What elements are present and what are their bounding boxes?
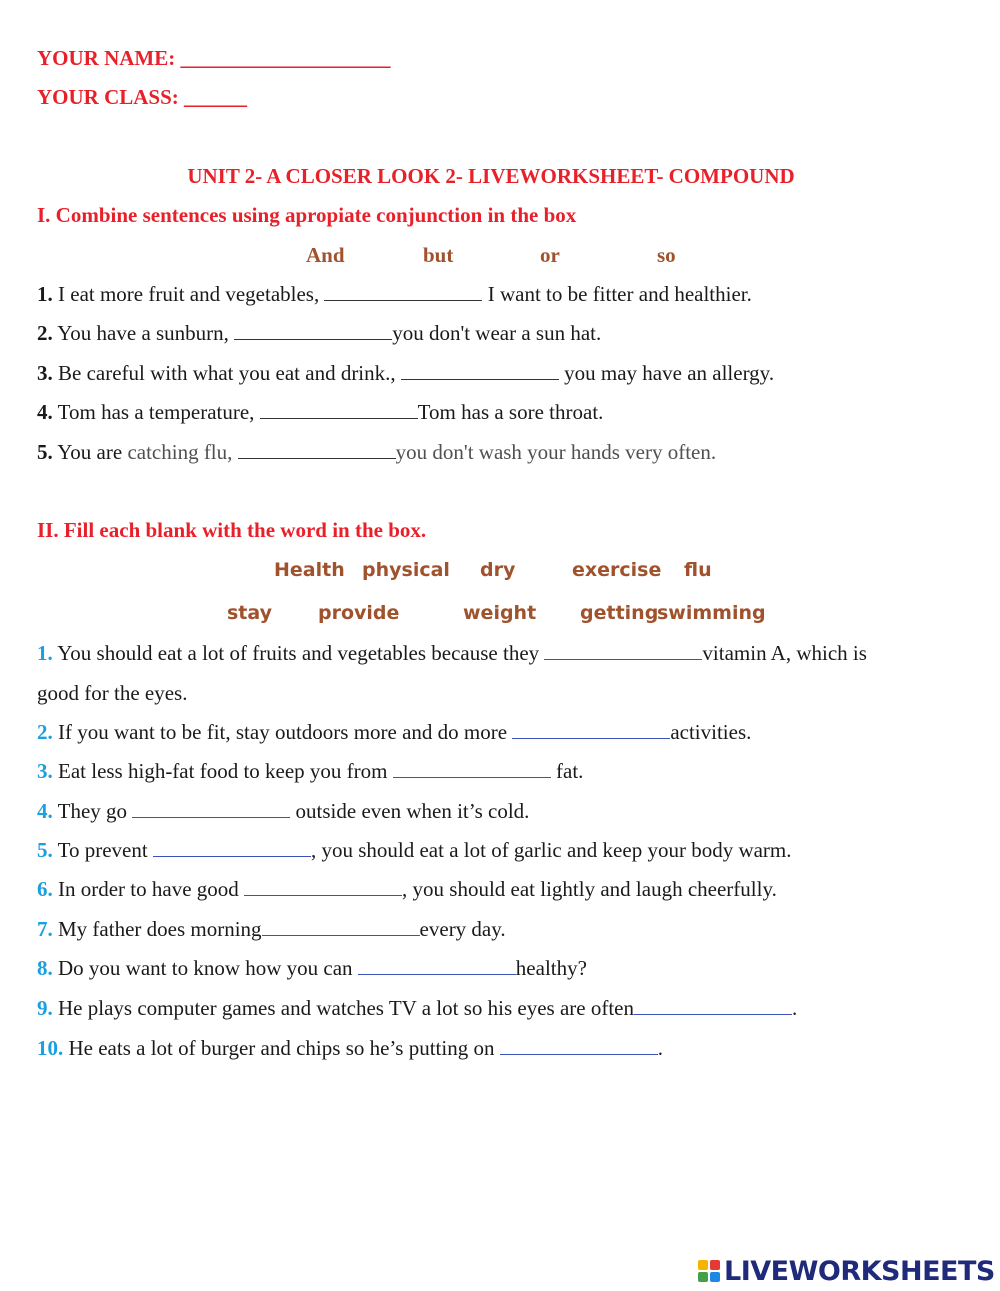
item-number: 6. [37, 877, 53, 901]
word-or: or [540, 243, 560, 267]
item-text-before: You should eat a lot of fruits and vegetables because they [57, 641, 545, 665]
answer-blank[interactable] [244, 877, 402, 896]
class-row [37, 84, 247, 110]
s1-item-5 [37, 439, 716, 465]
item-text-before: In order to have good [58, 877, 245, 901]
s2-item-7 [37, 916, 506, 942]
word-health: Health [274, 559, 345, 581]
word-exercise: exercise [572, 559, 662, 581]
item-number: 2. [37, 321, 53, 345]
s2-item-8 [37, 955, 587, 981]
item-number: 2. [37, 720, 53, 744]
item-text-before: Do you want to know how you can [58, 956, 358, 980]
item-text-before: My father does morning [58, 917, 262, 941]
item-text-before: Be careful with what you eat and drink., [58, 361, 401, 385]
item-text-after: , you should eat lightly and laugh cheerfully. [402, 877, 777, 901]
answer-blank[interactable] [358, 956, 516, 975]
item-text-before: To prevent [57, 838, 153, 862]
item-text-after: . [791, 996, 798, 1020]
answer-blank[interactable] [153, 838, 311, 857]
item-number: 5. [37, 440, 53, 464]
answer-blank[interactable] [634, 996, 792, 1015]
conjunction-word-box [0, 242, 1000, 268]
item-text-after: outside even when it’s cold. [290, 799, 530, 823]
logo-blocks-icon [698, 1260, 720, 1282]
s2-item-10 [37, 1035, 663, 1061]
word-dry: dry [480, 559, 516, 581]
answer-blank[interactable] [132, 799, 290, 818]
word-stay: stay [227, 602, 273, 624]
name-row [37, 45, 390, 71]
word-box-row-2 [0, 600, 1000, 626]
answer-blank[interactable] [401, 361, 559, 380]
s2-item-1-continued: good for the eyes. [37, 681, 188, 705]
page-title: UNIT 2- A CLOSER LOOK 2- LIVEWORKSHEET- COMPOUND [187, 164, 795, 188]
word-swimming: swimming [657, 602, 766, 624]
s2-item-4 [37, 798, 529, 824]
item-text-before: You are [57, 440, 128, 464]
s1-item-3 [37, 360, 774, 386]
item-text-before: If you want to be fit, stay outdoors more and do more [58, 720, 513, 744]
item-number: 10. [37, 1036, 64, 1060]
s2-item-2 [37, 719, 751, 745]
item-text-after: . [657, 1036, 663, 1060]
s2-item-1 [37, 640, 867, 666]
item-number: 5. [37, 838, 53, 862]
word-flu: flu [684, 559, 712, 581]
item-text-after: every day. [419, 917, 506, 941]
answer-blank[interactable] [512, 720, 670, 739]
answer-blank[interactable] [500, 1036, 658, 1055]
item-text-after: you may have an allergy. [558, 361, 775, 385]
item-text-after: , you should eat a lot of garlic and keep your body warm. [310, 838, 792, 862]
item-text-before: He eats a lot of burger and chips so he’s putting on [68, 1036, 500, 1060]
item-number: 7. [37, 917, 53, 941]
answer-blank[interactable] [393, 759, 551, 778]
item-text-after: you don't wear a sun hat. [392, 321, 602, 345]
item-text-before: You have a sunburn, [57, 321, 235, 345]
word-so: so [657, 243, 676, 267]
name-field[interactable]: ____________________ [180, 46, 391, 70]
answer-blank[interactable] [234, 321, 392, 340]
item-text-after: activities. [670, 720, 752, 744]
s1-item-2 [37, 320, 601, 346]
s2-item-5 [37, 837, 792, 863]
item-text-after: fat. [550, 759, 584, 783]
s1-item-4 [37, 399, 603, 425]
item-text-after: Tom has a sore throat. [417, 400, 604, 424]
section2-heading: II. Fill each blank with the word in the box. [37, 518, 427, 542]
answer-blank[interactable] [260, 400, 418, 419]
s2-item-3 [37, 758, 583, 784]
word-weight: weight [463, 602, 537, 624]
item-number: 1. [37, 282, 53, 306]
answer-blank[interactable] [238, 440, 396, 459]
s2-item-9 [37, 995, 797, 1021]
item-text-before-gray: catching flu, [127, 440, 238, 464]
word-physical: physical [362, 559, 450, 581]
name-label: YOUR NAME: [37, 46, 176, 70]
item-text-before: He plays computer games and watches TV a lot so his eyes are often [58, 996, 634, 1020]
word-provide: provide [318, 602, 400, 624]
item-number: 9. [37, 996, 53, 1020]
item-text-after: vitamin A, which is [702, 641, 867, 665]
class-field[interactable]: ______ [184, 85, 248, 109]
item-text-after: healthy? [515, 956, 587, 980]
word-and: And [306, 243, 345, 267]
item-text-before: Eat less high-fat food to keep you from [58, 759, 393, 783]
word-box-row-1 [0, 557, 1000, 583]
answer-blank[interactable] [324, 282, 482, 301]
item-number: 3. [37, 361, 53, 385]
answer-blank[interactable] [262, 917, 420, 936]
item-text-after: I want to be fitter and healthier. [482, 282, 752, 306]
word-but: but [423, 243, 454, 267]
s2-item-6 [37, 876, 777, 902]
item-text-after: you don't wash your hands very often. [395, 440, 717, 464]
s1-item-1 [37, 281, 752, 307]
item-number: 8. [37, 956, 53, 980]
item-number: 4. [37, 799, 53, 823]
class-label: YOUR CLASS: [37, 85, 179, 109]
word-getting: getting [580, 602, 659, 624]
liveworksheets-logo [698, 1254, 995, 1288]
item-text-before: They go [57, 799, 133, 823]
item-number: 1. [37, 641, 53, 665]
item-text-before: Tom has a temperature, [57, 400, 260, 424]
item-number: 3. [37, 759, 53, 783]
logo-text: LIVEWORKSHEETS [724, 1255, 995, 1287]
item-number: 4. [37, 400, 53, 424]
section1-heading: I. Combine sentences using apropiate conjunction in the box [37, 203, 577, 227]
item-text-before: I eat more fruit and vegetables, [58, 282, 325, 306]
answer-blank[interactable] [544, 641, 702, 660]
